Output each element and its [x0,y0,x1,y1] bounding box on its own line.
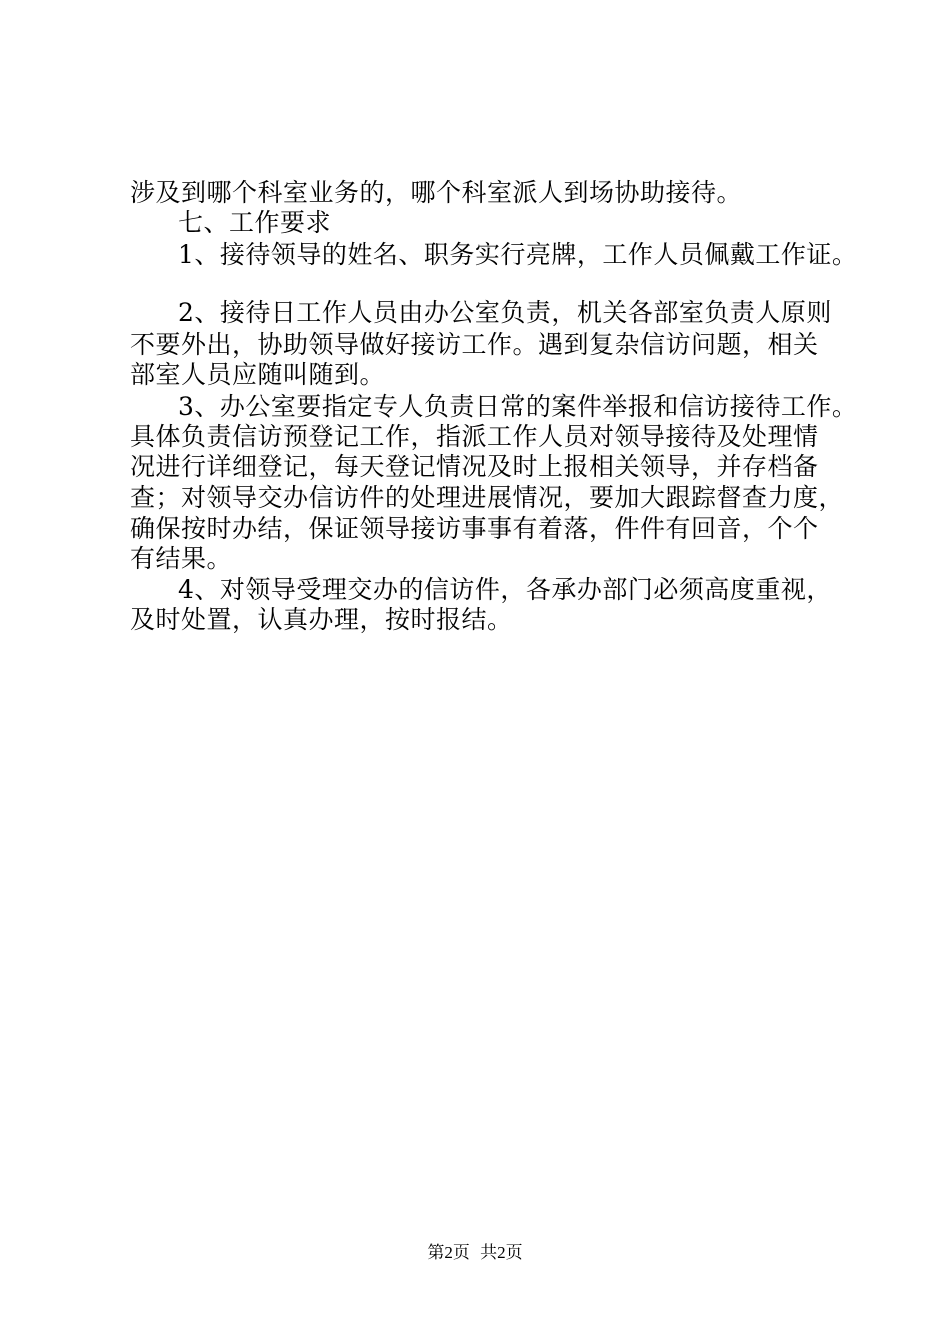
paragraph-line: 1、接待领导的姓名、职务实行亮牌，工作人员佩戴工作证。 [178,240,858,269]
paragraph-line: 2、接待日工作人员由办公室负责，机关各部室负责人原则 [178,298,832,327]
paragraph-line: 况进行详细登记，每天登记情况及时上报相关领导，并存档备 [130,452,819,481]
page-footer [0,1241,950,1265]
paragraph-line: 涉及到哪个科室业务的，哪个科室派人到场协助接待。 [130,178,743,207]
section-heading: 七、工作要求 [178,208,332,237]
page-number: 第2页 [427,1243,470,1262]
paragraph-line: 有结果。 [130,544,233,573]
page-total: 共2页 [480,1243,523,1262]
paragraph-line: 具体负责信访预登记工作，指派工作人员对领导接待及处理情 [130,422,819,451]
paragraph-line: 4、对领导受理交办的信访件，各承办部门必须高度重视， [178,575,832,604]
paragraph-line: 不要外出，协助领导做好接访工作。遇到复杂信访问题，相关 [130,330,819,359]
paragraph-line: 3、办公室要指定专人负责日常的案件举报和信访接待工作。 [178,392,858,421]
paragraph-line: 查；对领导交办信访件的处理进展情况，要加大跟踪督查力度， [130,483,845,512]
paragraph-line: 部室人员应随叫随到。 [130,360,386,389]
paragraph-line: 及时处置，认真办理，按时报结。 [130,605,513,634]
paragraph-line: 确保按时办结，保证领导接访事事有着落，件件有回音，个个 [130,514,819,543]
